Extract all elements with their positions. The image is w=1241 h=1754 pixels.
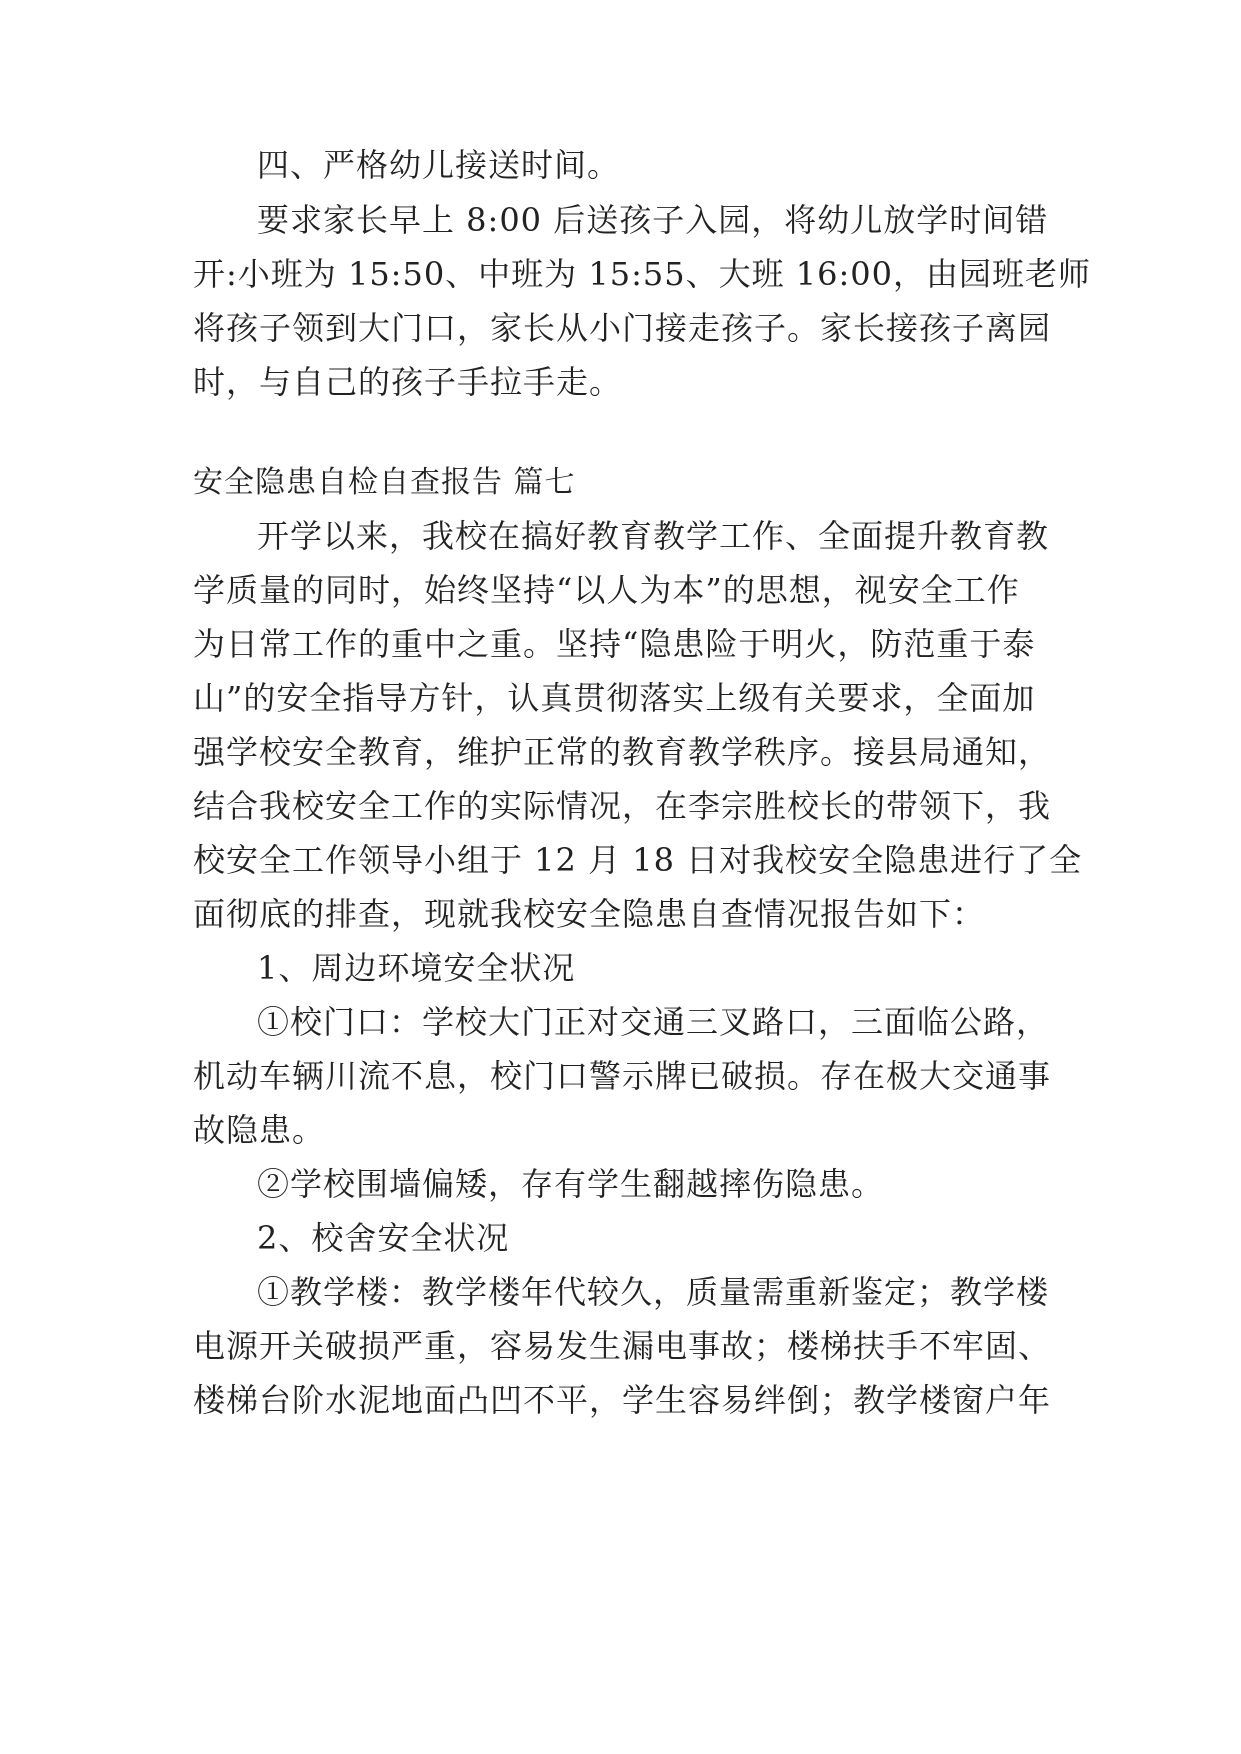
paragraph-line: 将孩子领到大门口，家长从小门接走孩子。家长接孩子离园 (193, 309, 1052, 347)
paragraph-line: 要求家长早上 8:00 后送孩子入园，将幼儿放学时间错 (257, 201, 1049, 239)
paragraph-line: 结合我校安全工作的实际情况，在李宗胜校长的带领下，我 (193, 787, 1052, 825)
section-four-heading: 四、严格幼儿接送时间。 (257, 146, 621, 184)
paragraph-line: 故隐患。 (193, 1111, 326, 1149)
paragraph-line: 校安全工作领导小组于 12 月 18 日对我校安全隐患进行了全 (193, 841, 1083, 879)
paragraph-line: ①校门口：学校大门正对交通三叉路口，三面临公路， (257, 1003, 1050, 1041)
paragraph-line: ②学校围墙偏矮，存有学生翻越摔伤隐患。 (257, 1165, 885, 1203)
paragraph-line: 电源开关破损严重，容易发生漏电事故；楼梯扶手不牢固、 (193, 1327, 1052, 1365)
paragraph-line: 山”的安全指导方针，认真贯彻落实上级有关要求，全面加 (193, 679, 1036, 717)
item1-heading: 1、周边环境安全状况 (257, 949, 576, 987)
paragraph-line: 面彻底的排查，现就我校安全隐患自查情况报告如下： (193, 895, 986, 933)
paragraph-line: 楼梯台阶水泥地面凸凹不平，学生容易绊倒；教学楼窗户年 (193, 1381, 1052, 1419)
paragraph-line: 时，与自己的孩子手拉手走。 (193, 363, 623, 401)
paragraph-line: 开:小班为 15:50、中班为 15:55、大班 16:00，由园班老师 (193, 255, 1091, 293)
paragraph-line: 为日常工作的重中之重。坚持“隐患险于明火，防范重于泰 (193, 625, 1036, 663)
paragraph-line: 学质量的同时，始终坚持“以人为本”的思想，视安全工作 (193, 571, 1020, 609)
paragraph-line: 开学以来，我校在搞好教育教学工作、全面提升教育教 (257, 517, 1050, 555)
report-title: 安全隐患自检自查报告 篇七 (193, 465, 576, 500)
item2-heading: 2、校舍安全状况 (257, 1219, 510, 1257)
paragraph-line: ①教学楼：教学楼年代较久，质量需重新鉴定；教学楼 (257, 1273, 1050, 1311)
paragraph-line: 机动车辆川流不息，校门口警示牌已破损。存在极大交通事 (193, 1057, 1052, 1095)
paragraph-line: 强学校安全教育，维护正常的教育教学秩序。接县局通知， (193, 733, 1052, 771)
